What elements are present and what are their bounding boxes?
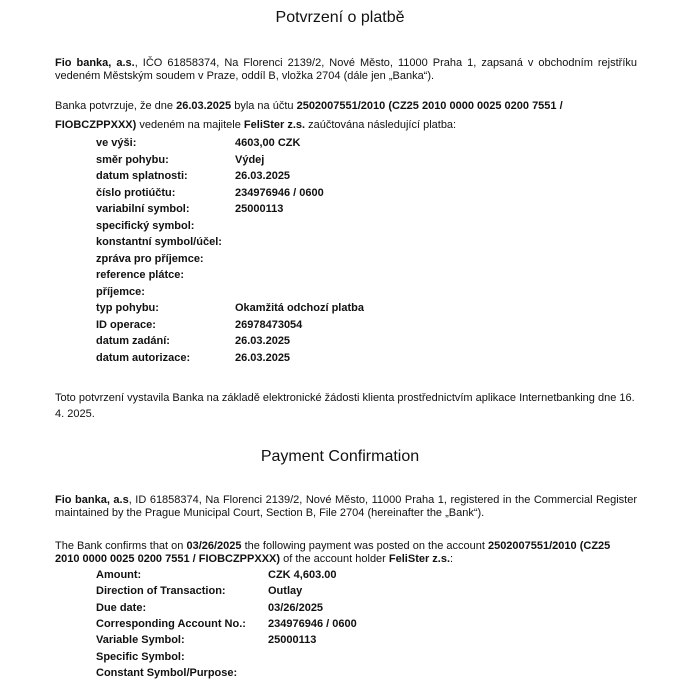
- en-account: 2502007551/2010 (CZ25 2010 0000 0025 0200 7551 / FIOBCZPPXXX): [55, 540, 611, 565]
- en-title: Payment Confirmation: [260, 448, 420, 465]
- en-row-label: Direction of Transaction:: [96, 585, 226, 598]
- en-confirm-post: :: [450, 553, 454, 565]
- cz-account: 2502007551/2010 (CZ25 2010 0000 0025 0200 7551 / FIOBCZPPXXX): [55, 100, 563, 131]
- en-confirm-mid2: of the account holder: [280, 553, 389, 565]
- cz-row-label: specifický symbol:: [96, 219, 195, 232]
- cz-footer: Toto potvrzení vystavila Banka na základě elektronické žádosti klienta prostřednictvím aplikace Internetbanking dne 16. 4. 2025.: [55, 392, 635, 420]
- cz-row-label: datum autorizace:: [96, 351, 191, 364]
- en-row-label: Due date:: [96, 601, 147, 614]
- cz-row-label: reference plátce:: [96, 269, 185, 281]
- cz-row-label: zpráva pro příjemce:: [96, 252, 204, 265]
- cz-row-label: číslo protiúčtu:: [96, 186, 176, 199]
- en-bank-name: Fio banka, a.s: [55, 494, 129, 506]
- en-row-value: 03/26/2025: [268, 601, 324, 614]
- cz-date: 26.03.2025: [176, 100, 232, 112]
- cz-row-value: Výdej: [235, 153, 265, 166]
- cz-row-label: směr pohybu:: [96, 153, 169, 166]
- cz-confirm-text: [55, 97, 637, 135]
- en-row-label: Amount:: [96, 569, 142, 581]
- cz-row-label: ve výši:: [96, 137, 137, 149]
- cz-row-value: 25000113: [235, 203, 284, 215]
- en-confirm-text: [55, 540, 637, 566]
- cz-row-value: 26.03.2025: [235, 170, 291, 182]
- en-row-value: 25000113: [268, 634, 317, 647]
- cz-row-label: ID operace:: [96, 318, 156, 331]
- cz-row-label: příjemce:: [96, 285, 145, 298]
- cz-bank-info: [55, 57, 637, 83]
- cz-row-label: datum zadání:: [96, 335, 170, 347]
- en-row-label: Corresponding Account No.:: [96, 617, 246, 630]
- cz-row-value: 26978473054: [235, 318, 303, 331]
- cz-confirm-mid: byla na účtu: [231, 100, 297, 112]
- cz-bank-name: Fio banka, a.s.: [55, 57, 135, 69]
- en-row-value: Outlay: [268, 585, 303, 598]
- cz-title: Potvrzení o platbě: [275, 9, 405, 26]
- en-row-value: 234976946 / 0600: [268, 617, 357, 630]
- cz-row-value: 26.03.2025: [235, 351, 291, 364]
- en-bank-info: [55, 494, 637, 520]
- en-date: 03/26/2025: [186, 540, 242, 552]
- en-confirm-mid: the following payment was posted on the account: [241, 540, 488, 552]
- en-row-value: CZK 4,603.00: [268, 569, 337, 581]
- cz-row-label: typ pohybu:: [96, 302, 159, 314]
- cz-row-label: variabilní symbol:: [96, 203, 190, 215]
- cz-confirm-post: zaúčtována následující platba:: [305, 119, 457, 131]
- cz-bank-details: , IČO 61858374, Na Florenci 2139/2, Nové Město, 11000 Praha 1, zapsaná v obchodním rejstříku vedeném Městským soudem v Praze, oddíl B, vložka 2704 (dále jen „Banka“).: [55, 57, 637, 82]
- cz-row-value: 4603,00 CZK: [235, 137, 301, 149]
- cz-row-value: Okamžitá odchozí platba: [235, 302, 364, 314]
- cz-row-value: 26.03.2025: [235, 335, 291, 347]
- en-bank-details: , ID 61858374, Na Florenci 2139/2, Nové Město, 11000 Praha 1, registered in the Commercial Register maintained by the Prague Municipal Court, Section B, File 2704 (hereinafter the „Bank“).: [55, 494, 638, 519]
- cz-row-value: 234976946 / 0600: [235, 186, 324, 199]
- en-row-label: Specific Symbol:: [96, 650, 185, 663]
- en-row-label: Constant Symbol/Purpose:: [96, 666, 238, 679]
- en-row-label: Variable Symbol:: [96, 634, 185, 647]
- cz-confirm-mid2: vedeném na majitele: [136, 119, 244, 131]
- cz-confirm-pre: Banka potvrzuje, že dne: [55, 100, 177, 112]
- cz-row-label: datum splatnosti:: [96, 170, 188, 182]
- en-holder: FeliSter z.s.: [388, 553, 451, 565]
- cz-row-label: konstantní symbol/účel:: [96, 236, 222, 248]
- en-confirm-pre: The Bank confirms that on: [55, 540, 187, 552]
- cz-holder: FeliSter z.s.: [243, 119, 306, 131]
